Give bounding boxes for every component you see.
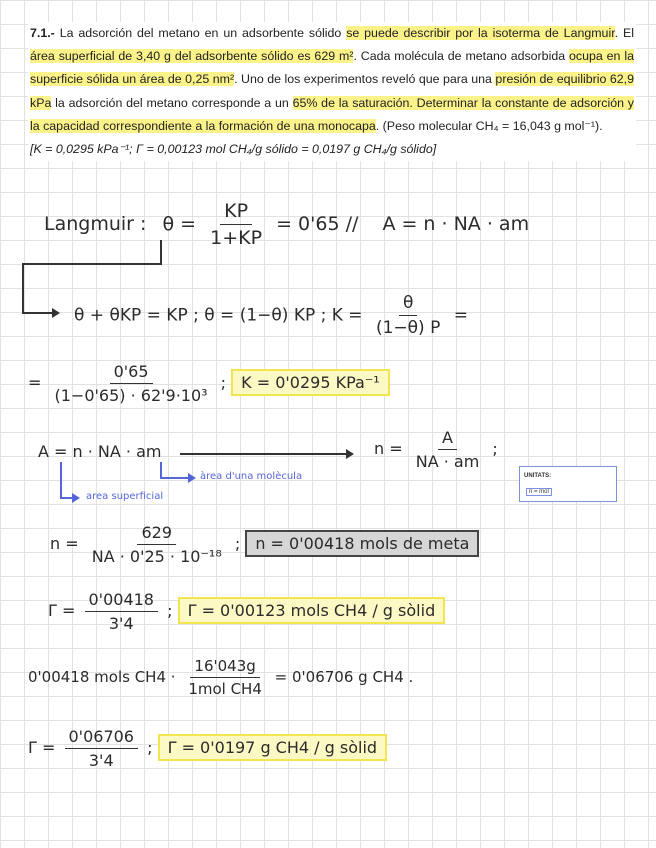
fraction-denominator: (1−0'65) · 62'9·10³ bbox=[54, 386, 208, 405]
problem-statement bbox=[28, 22, 636, 161]
gamma-symbol: Γ = bbox=[48, 601, 76, 620]
area-formula: A = n · NA · am bbox=[38, 442, 162, 461]
arrow-icon bbox=[52, 308, 60, 318]
gamma-mass-fraction bbox=[65, 727, 138, 770]
fraction-numerator: 16'043g bbox=[190, 657, 259, 678]
annotation-line bbox=[160, 462, 162, 478]
molar-mass-fraction bbox=[184, 657, 266, 698]
mass-conversion bbox=[28, 657, 413, 698]
highlight-pressure: presión de equilibrio 62,9 kPa bbox=[30, 72, 634, 110]
separator: ; bbox=[147, 738, 153, 757]
fraction-denominator: NA · 0'25 · 10⁻¹⁸ bbox=[91, 547, 222, 566]
note-molecule-area: àrea d'una molècula bbox=[200, 471, 303, 482]
connector-line bbox=[22, 263, 162, 265]
separator: ; bbox=[234, 534, 241, 553]
fraction-denominator: NA · am bbox=[415, 452, 480, 471]
units-thumbnail bbox=[519, 466, 617, 502]
k-fraction bbox=[372, 293, 444, 338]
derivation-text: θ + θKP = KP ; θ = (1−θ) KP ; K = bbox=[74, 305, 363, 326]
highlight-area: área superficial de 3,40 g del adsorbente sólido es 629 m² bbox=[30, 49, 354, 64]
thumb-title: UNITATS: bbox=[524, 473, 552, 479]
n-result-box: n = 0'00418 mols de meta bbox=[245, 530, 479, 557]
statement-text: . Cada molécula de metano adsorbida bbox=[353, 49, 570, 64]
annotation-line bbox=[160, 477, 190, 479]
annotation-arrow-icon bbox=[72, 493, 80, 503]
k-calculation bbox=[28, 362, 390, 405]
arrow-icon bbox=[346, 449, 354, 459]
langmuir-equation bbox=[44, 200, 529, 249]
n-symbol: n = bbox=[374, 439, 403, 458]
note-surface-area: area superficial bbox=[86, 491, 164, 502]
langmuir-label: Langmuir : bbox=[44, 213, 147, 235]
fraction-denominator: 3'4 bbox=[108, 614, 134, 633]
area-formula: A = n · NA · am bbox=[382, 213, 530, 235]
annotation-arrow-icon bbox=[188, 473, 196, 483]
n-value-fraction bbox=[88, 523, 226, 566]
separator: ; bbox=[167, 601, 173, 620]
statement-text: . Uno de los experimentos reveló que para una bbox=[234, 72, 496, 87]
highlight-molecule-area: ocupa en la superficie sólida un área de 0,25 nm² bbox=[30, 49, 634, 87]
fraction-numerator: 0'00418 bbox=[85, 590, 158, 612]
fraction-denominator: 3'4 bbox=[88, 751, 114, 770]
theta-symbol: θ = bbox=[162, 213, 197, 235]
langmuir-fraction bbox=[206, 200, 266, 249]
area-formula-line bbox=[38, 442, 161, 461]
k-result-box: K = 0'0295 KPa⁻¹ bbox=[231, 369, 390, 396]
connector-line bbox=[160, 240, 162, 264]
fraction-numerator: 0'06706 bbox=[65, 727, 138, 749]
n-symbol: n = bbox=[50, 534, 79, 553]
derivation-line-2 bbox=[74, 293, 468, 338]
highlight-task: 65% de la saturación. Determinar la constante de adsorción y la capacidad correspondiente a la formación de una monocapa bbox=[30, 95, 634, 133]
connector-line bbox=[22, 312, 54, 314]
thumb-unit: n = mol bbox=[526, 488, 552, 496]
k-value-fraction bbox=[51, 362, 212, 405]
fraction-numerator: KP bbox=[220, 200, 252, 225]
n-calculation bbox=[50, 523, 479, 566]
fraction-denominator: (1−θ) P bbox=[375, 318, 441, 338]
fraction-numerator: 629 bbox=[137, 523, 176, 545]
gamma-fraction bbox=[85, 590, 158, 633]
gamma-calculation bbox=[48, 590, 445, 633]
fraction-numerator: θ bbox=[399, 293, 417, 316]
statement-text: . El bbox=[614, 26, 635, 40]
gamma-mol-result-box: Γ = 0'00123 mols CH4 / g sòlid bbox=[178, 597, 446, 624]
gamma-symbol: Γ = bbox=[28, 738, 56, 757]
fraction-numerator: 0'65 bbox=[110, 362, 153, 384]
mass-result: = 0'06706 g CH4 . bbox=[274, 668, 414, 686]
gamma-mass-calculation bbox=[28, 727, 387, 770]
separator: ; bbox=[220, 373, 227, 392]
fraction-denominator: 1+KP bbox=[210, 227, 263, 249]
statement-text: . (Peso molecular CH₄ = 16,043 g mol⁻¹). bbox=[375, 118, 603, 133]
fraction-denominator: 1mol CH4 bbox=[188, 680, 262, 698]
annotation-line bbox=[60, 462, 62, 498]
separator: ; bbox=[492, 439, 498, 458]
problem-number: 7.1.- bbox=[30, 26, 55, 40]
n-formula bbox=[374, 428, 498, 471]
arrow-line bbox=[180, 453, 348, 455]
equals-sign: = bbox=[28, 373, 42, 392]
mass-conversion-text: 0'00418 mols CH4 · bbox=[28, 668, 176, 686]
equals-sign: = bbox=[453, 305, 469, 326]
n-fraction bbox=[412, 428, 484, 471]
statement-text: La adsorción del metano en un adsorbente sólido bbox=[54, 26, 347, 40]
statement-text: la adsorción del metano corresponde a un bbox=[51, 95, 293, 110]
fraction-numerator: A bbox=[438, 428, 457, 450]
highlight-langmuir: se puede describir por la isoterma de Langmuir bbox=[346, 26, 615, 40]
theta-value: = 0'65 // bbox=[276, 213, 359, 235]
gamma-mass-result-box: Γ = 0'0197 g CH4 / g sòlid bbox=[158, 734, 387, 761]
connector-line bbox=[22, 263, 24, 313]
expected-answer: [K = 0,0295 kPa⁻¹; Γ = 0,00123 mol CH₄/g sólido = 0,0197 g CH₄/g sólido] bbox=[30, 142, 437, 157]
